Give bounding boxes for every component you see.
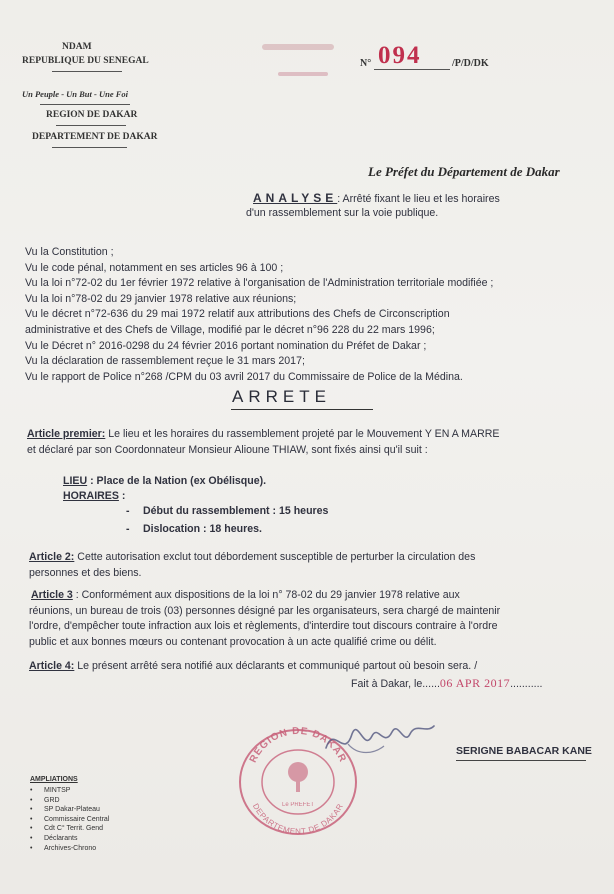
ampliation-item: • Déclarants: [30, 834, 78, 842]
header-line1: NDAM: [62, 42, 92, 52]
lieu-line: [63, 475, 266, 487]
ampliation-item: • Cdt C° Territ. Gend: [30, 825, 104, 833]
article3-line1: [31, 589, 460, 601]
stamp-bottom-text: DEPARTEMENT DE DAKAR: [250, 801, 346, 837]
ampliations-title: AMPLIATIONS: [30, 776, 78, 783]
ampliation-item: • SP Dakar-Plateau: [30, 806, 100, 814]
article2-label: Article 2:: [29, 551, 75, 563]
bullet-dash: -: [126, 505, 130, 517]
consideration-item: Vu la loi n°72-02 du 1er février 1972 relative à l'organisation de l'Administration territoriale modifiée ;: [25, 277, 494, 290]
stamp-top-text: REGION DE DAKAR: [247, 725, 349, 765]
header-republic: REPUBLIQUE DU SENEGAL: [22, 56, 149, 66]
article3-label: Article 3: [31, 589, 73, 601]
dislocation-text: Dislocation : 18 heures.: [143, 523, 262, 535]
header-rule-3: [56, 125, 126, 126]
consideration-item: Vu le rapport de Police n°268 /CPM du 03 avril 2017 du Commissaire de Police de la Médina.: [25, 370, 463, 383]
article4-text: Le présent arrêté sera notifié aux déclarants et communiqué partout où besoin sera. /: [74, 660, 478, 672]
analyse-line1: : Arrêté fixant le lieu et les horaires: [337, 193, 500, 205]
fait-line: [351, 676, 542, 691]
date-stamp: 06 APR 2017: [439, 676, 511, 690]
ampliation-item: • GRD: [30, 796, 60, 804]
horaires-colon: :: [118, 490, 126, 502]
consideration-item: Vu la Constitution ;: [25, 246, 114, 258]
bullet-dash: -: [126, 523, 130, 535]
debut-line: [126, 505, 329, 517]
arrete-underline: [231, 409, 373, 410]
faint-stamp-mark-2: [278, 72, 328, 76]
ampliation-item: • MINTSP: [30, 787, 71, 794]
consideration-item: Vu la loi n°78-02 du 29 janvier 1978 relative aux réunions;: [25, 292, 297, 305]
header-rule-4: [52, 147, 127, 148]
analyse-block: [253, 191, 500, 205]
article3-text4: public et aux bonnes mœurs ou contenant provocation à un acte qualifié crime ou délit.: [29, 636, 437, 648]
lieu-label: LIEU: [63, 475, 88, 487]
reference-suffix: /P/D/DK: [452, 58, 489, 69]
fait-prefix: Fait à Dakar, le......: [351, 678, 440, 690]
reference-underline: [374, 69, 450, 70]
reference-number: [360, 42, 510, 72]
ampliation-item: • Commissaire Central: [30, 815, 110, 823]
analyse-label: ANALYSE: [253, 191, 338, 205]
article2-text1: Cette autorisation exclut tout débordement susceptible de perturber la circulation des: [74, 551, 476, 563]
horaires-label: HORAIRES: [63, 490, 119, 502]
horaires-line: [63, 490, 125, 502]
article3-text2: réunions, un bureau de trois (03) personnes désigné par les organisateurs, sera chargé de maintenir: [29, 605, 501, 617]
faint-stamp-mark: [262, 44, 334, 50]
issuer-title: Le Préfet du Département de Dakar: [368, 164, 560, 179]
reference-handwritten-number: 094: [378, 42, 422, 69]
dislocation-line: [126, 523, 262, 535]
consideration-item: Vu le Décret n° 2016-0298 du 24 février 2016 portant nomination du Préfet de Dakar ;: [25, 339, 427, 352]
signatory-underline: [456, 760, 586, 761]
header-department: DEPARTEMENT DE DAKAR: [32, 132, 158, 142]
consideration-item: Vu le code pénal, notamment en ses articles 96 à 100 ;: [25, 261, 284, 274]
debut-text: Début du rassemblement : 15 heures: [143, 505, 329, 517]
consideration-item: Vu le décret n°72-636 du 29 mai 1972 relatif aux attributions des Chefs de Circonscription: [25, 308, 450, 321]
consideration-item: administrative et des Chefs de Village, modifié par le décret n°96 228 du 22 mars 1996;: [25, 323, 435, 336]
reference-prefix: N°: [360, 58, 372, 69]
article2-line1: [29, 551, 475, 563]
signatory-name: SERIGNE BABACAR KANE: [456, 745, 592, 757]
considerations-list: [25, 245, 493, 385]
header-rule-2: [40, 104, 130, 105]
article4-line: [29, 660, 477, 672]
ampliation-item: • Archives-Chrono: [30, 844, 97, 852]
analyse-line2: d'un rassemblement sur la voie publique.: [246, 207, 439, 219]
article1-text2: et déclaré par son Coordonnateur Monsieur Alioune THIAW, sont fixés ainsi qu'il suit :: [27, 444, 428, 456]
stamp-emblem: [288, 762, 308, 792]
ampliations-list: [30, 786, 109, 853]
arrete-title: ARRETE: [232, 387, 331, 406]
lieu-value: : Place de la Nation (ex Obélisque).: [87, 475, 267, 487]
article3-text1: : Conformément aux dispositions de la loi n° 78-02 du 29 janvier 1978 relative aux: [72, 589, 460, 601]
fait-suffix: ...........: [510, 678, 543, 690]
signature: [318, 704, 458, 774]
article1-text1: Le lieu et les horaires du rassemblement projeté par le Mouvement Y EN A MARRE: [105, 428, 500, 440]
header-region: REGION DE DAKAR: [46, 110, 138, 120]
header-motto: Un Peuple - Un But - Une Foi: [22, 89, 129, 99]
article1-line1: [27, 428, 499, 440]
article4-label: Article 4:: [29, 660, 75, 672]
article3-text3: l'ordre, d'empêcher toute infraction aux lois et règlements, d'interdire tout discours contraire à l'ordre: [29, 620, 498, 632]
header-rule-1: [52, 71, 122, 72]
stamp-center-text: Le PREFET: [281, 802, 315, 808]
article1-label: Article premier:: [27, 428, 106, 440]
consideration-item: Vu la déclaration de rassemblement reçue le 31 mars 2017;: [25, 355, 305, 368]
article2-text2: personnes et des biens.: [29, 567, 142, 579]
